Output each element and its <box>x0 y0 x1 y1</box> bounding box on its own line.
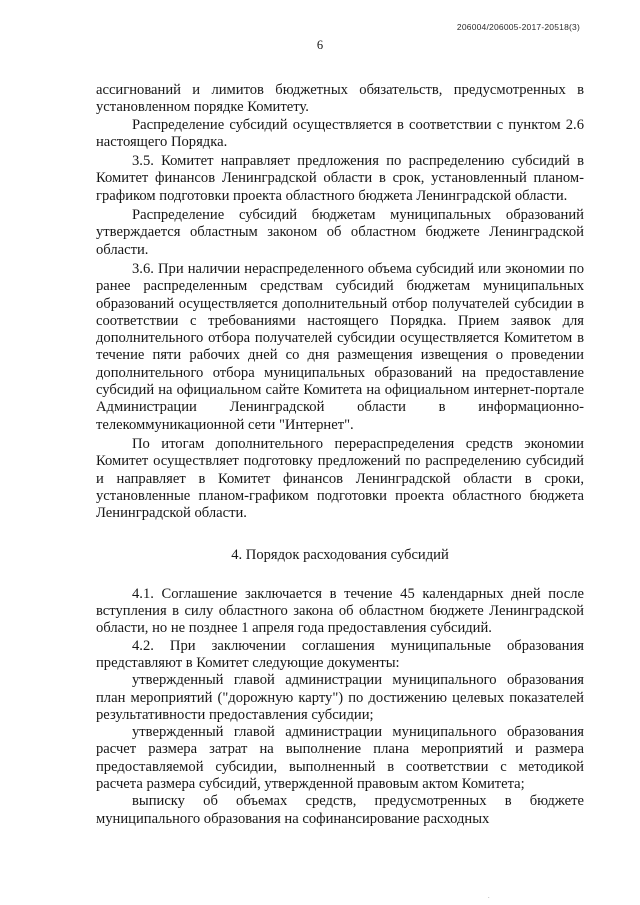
paragraph: 3.6. При наличии нераспределенного объема субсидий или экономии по ранее распределенным средствам субсидий бюджетам муниципальных образований осуществляется дополнительный отбор получателей субсидии в соответствии с требованиями настоящего Порядка. Прием заявок для дополнительного отбора получателей субсидии осуществляется Комитетом в течение пяти рабочих дней со дня размещения извещения о проведении дополнительного отбора муниципальных образований на предоставление субсидий на официальном сайте Комитета на официальном интернет-портале Администрации Ленинградской области в информационно-телекоммуникационной сети "Интернет". <box>96 260 584 433</box>
paragraph: Распределение субсидий бюджетам муниципальных образований утверждается областным законом об областном бюджете Ленинградской области. <box>96 207 584 258</box>
scan-mark: · <box>487 894 490 902</box>
paragraph: ассигнований и лимитов бюджетных обязательств, предусмотренных в установленном порядке Комитету. <box>96 82 584 116</box>
paragraph: 3.5. Комитет направляет предложения по распределению субсидий в Комитет финансов Ленинградской области в срок, установленный планом-графиком подготовки проекта областного бюджета Ленинградской области. <box>96 153 584 204</box>
page-number: 6 <box>316 38 324 52</box>
document-body <box>96 82 584 828</box>
paragraph: утвержденный главой администрации муниципального образования план мероприятий ("дорожную карту") по достижению целевых показателей результативности предоставления субсидии; <box>96 672 584 723</box>
paragraph: утвержденный главой администрации муниципального образования расчет размера затрат на выполнение плана мероприятий и размера предоставляемой субсидии, выполненный в соответствии с методикой расчета размера субсидий, утвержденной правовым актом Комитета; <box>96 724 584 792</box>
section-title: 4. Порядок расходования субсидий <box>231 547 449 564</box>
paragraph: Распределение субсидий осуществляется в соответствии с пунктом 2.6 настоящего Порядка. <box>96 116 584 150</box>
paragraph: 4.2. При заключении соглашения муниципальные образования представляют в Комитет следующие документы: <box>96 637 584 671</box>
paragraph: 4.1. Соглашение заключается в течение 45 календарных дней после вступления в силу областного закона об областном бюджете Ленинградской области, но не позднее 1 апреля года предоставления субсидий. <box>96 585 584 637</box>
document-code: 206004/206005-2017-20518(3) <box>456 22 580 32</box>
paragraph: выписку об объемах средств, предусмотренных в бюджете муниципального образования на софинансирование расходных <box>96 793 584 827</box>
paragraph: По итогам дополнительного перераспределения средств экономии Комитет осуществляет подготовку предложений по распределению субсидий и направляет в Комитет финансов Ленинградской области в сроки, установленные планом-графиком подготовки проекта областного бюджета Ленинградской области. <box>96 435 584 522</box>
